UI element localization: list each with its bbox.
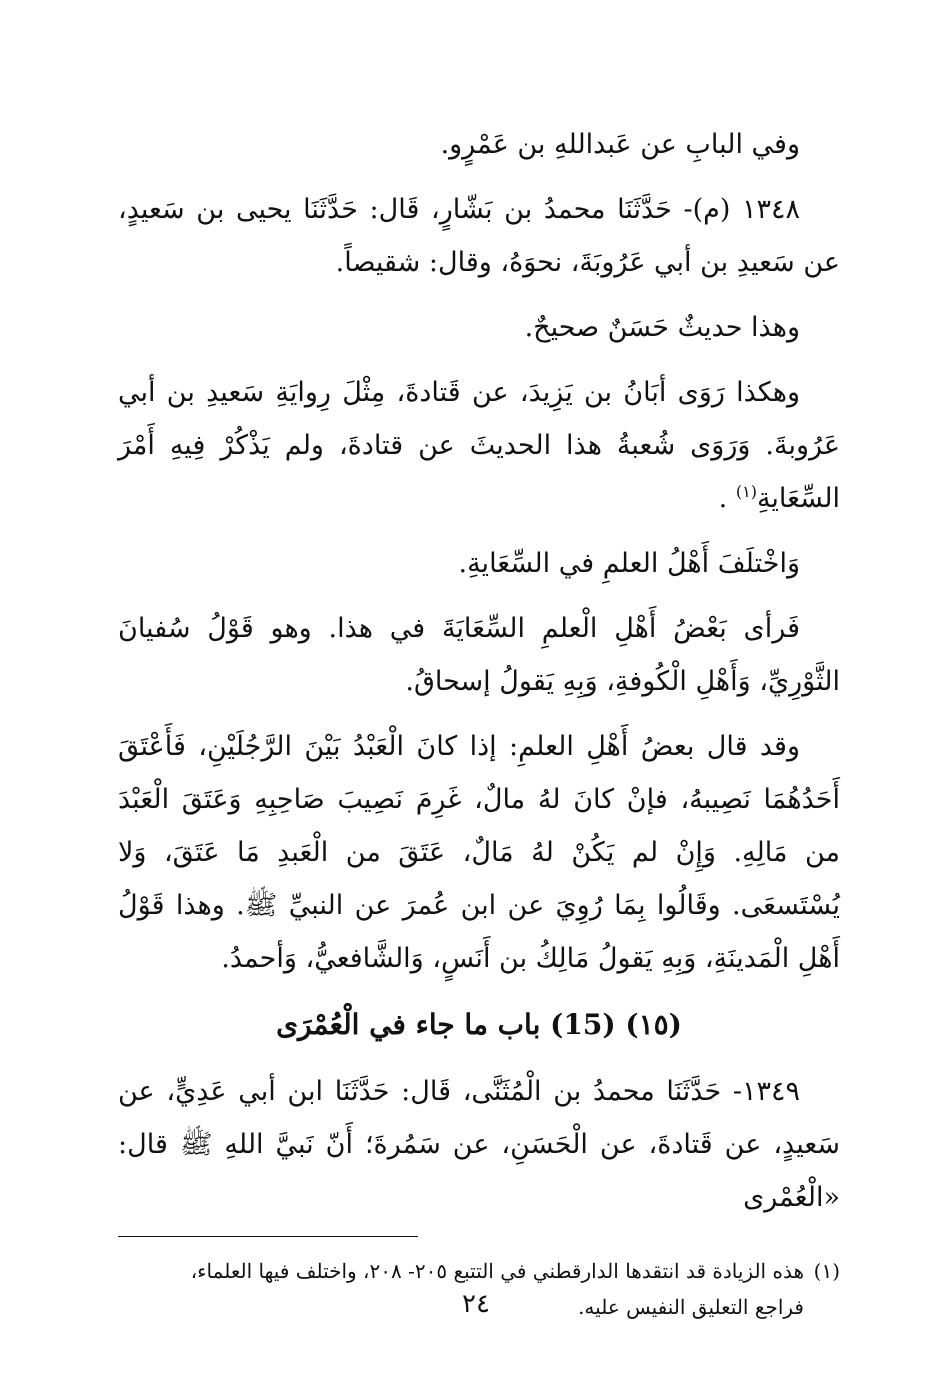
- paragraph-grading: وهذا حديثٌ حَسَنٌ صحيحٌ.: [524, 312, 800, 343]
- chapter-heading: (١٥) (15) باب ما جاء في الْعُمْرَى: [276, 1008, 682, 1041]
- paragraph-hadith-1348: ١٣٤٨ (م)- حَدَّثَنَا محمدُ بن بَشّارٍ، قَال: حَدَّثَنَا يحيى بن سَعيدٍ، عن سَعيدِ بن أبي عَرُوبَةَ، نحوَهُ، وقال: شقيصاً.: [118, 194, 840, 278]
- paragraph-opinion-madina: وقد قال بعضُ أَهْلِ العلمِ: إذا كانَ الْعَبْدُ بَيْنَ الرَّجُلَيْنِ، فَأَعْتَقَ أَحَدُهُمَا نَصِيبهُ، فإنْ كانَ لهُ مالٌ، غَرِمَ نَصِيبَ صَاحِبِهِ وَعَتَقَ الْعَبْدَ من مَالِهِ. وَإِنْ لم يَكُنْ لهُ مَالٌ، عَتَقَ من الْعَبدِ مَا عَتَقَ، وَلا يُسْتَسعَى. وقَالُوا بِمَا رُوِيَ عن ابن عُمرَ عن النبيِّ ﷺ. وهذا قَوْلُ أَهْلِ الْمَدينَةِ، وَبِهِ يَقولُ مَالِكُ بن أَنَسٍ، وَالشَّافعيُّ، وَأحمدُ.: [118, 731, 840, 974]
- footnote-text-1: هذه الزيادة قد انتقدها الدارقطني في التتبع ٢٠٥- ٢٠٨، واختلف فيها العلماء،: [190, 1259, 804, 1283]
- footnote-number: (١): [813, 1259, 840, 1283]
- paragraph-hadith-1349: ١٣٤٩- حَدَّثَنَا محمدُ بن الْمُثَنَّى، قَال: حَدَّثَنَا ابن أبي عَدِيٍّ، عن سَعيدٍ، عن قَتادةَ، عن الْحَسَنِ، عن سَمُرةَ؛ أَنّ نَبيَّ اللهِ ﷺ قال: «الْعُمْرى: [118, 1076, 840, 1213]
- paragraph-opinion-kufa: فَرأى بَعْضُ أَهْلِ الْعلمِ السِّعَايَةَ في هذا. وهو قَوْلُ سُفيانَ الثَّوْرِيِّ، وَأَهْلِ الْكُوفةِ، وَبِهِ يَقولُ إسحاقُ.: [118, 613, 840, 697]
- paragraph-riwaya: [118, 366, 840, 525]
- page-body: [118, 118, 840, 1325]
- paragraph-riwaya-text: وهكذا رَوَى أبَانُ بن يَزِيدَ، عن قَتادةَ، مِثْلَ رِوايَةِ سَعيدِ بن أبي عَرُوبةَ. وَرَوَى شُعبةُ هذا الحديثَ عن قتادةَ، ولم يَذْكُرْ فِيهِ أَمْرَ السِّعَايةِ: [118, 377, 841, 514]
- page-number: ٢٤: [462, 1289, 490, 1319]
- footnote-line-2: فراجع التعليق النفيس عليه.: [578, 1295, 804, 1319]
- paragraph-bab: وفي البابِ عن عَبداللهِ بن عَمْرٍو.: [440, 129, 800, 160]
- paragraph-ikhtilaf: وَاخْتلَفَ أَهْلُ العلمِ في السِّعَايةِ.: [458, 548, 800, 579]
- paragraph-riwaya-end: .: [718, 483, 736, 514]
- footnote-divider: [118, 1236, 418, 1237]
- footnote-reference: (١): [735, 482, 757, 501]
